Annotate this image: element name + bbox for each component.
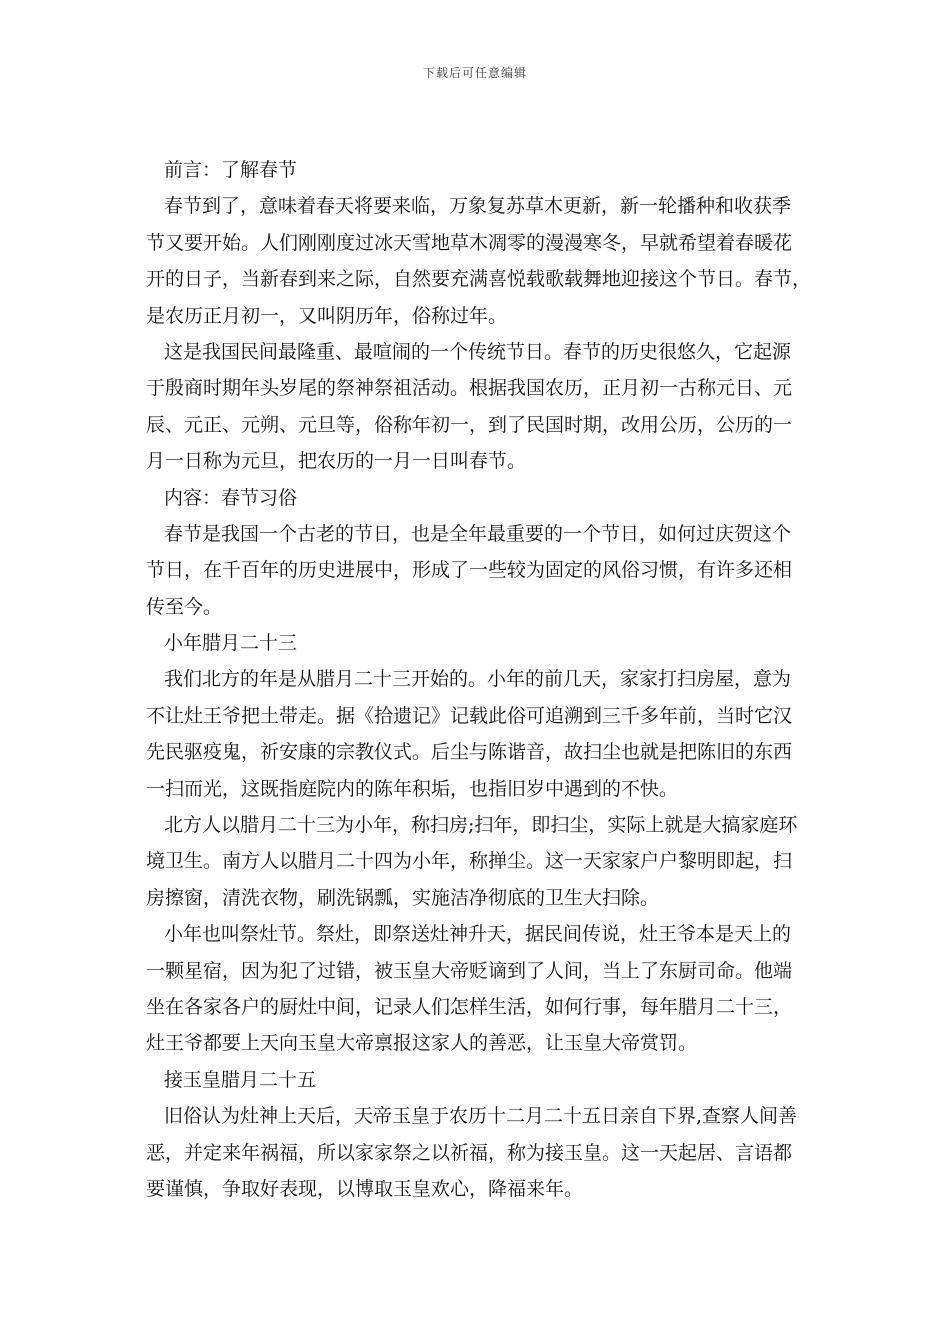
text-line: 节日，在千百年的历史进展中，形成了一些较为固定的风俗习惯，有许多还相 — [146, 559, 793, 582]
header-note: 下载后可任意编辑 — [422, 66, 527, 80]
text-line: 北方人以腊月二十三为小年，称扫房;扫年，即扫尘，实际上就是大搞家庭环 — [164, 814, 798, 837]
text-line: 坐在各家各户的厨灶中间，记录人们怎样生活，如何行事，每年腊月二十三， — [146, 995, 793, 1018]
text-line: 这是我国民间最隆重、最喧闹的一个传统节日。春节的历史很悠久，它起源 — [164, 340, 792, 363]
text-line: 不让灶王爷把土带走。据《拾遗记》记载此俗可追溯到三千多年前，当时它汉 — [146, 704, 793, 727]
section-heading: 内容：春节习俗 — [164, 486, 298, 509]
text-line: 月一日称为元旦，把农历的一月一日叫春节。 — [146, 450, 527, 473]
text-line: 一扫而光，这既指庭院内的陈年积垢，也指旧岁中遇到的不快。 — [146, 777, 679, 800]
text-line: 辰、元正、元朔、元旦等，俗称年初一，到了民国时期，改用公历，公历的一 — [146, 413, 793, 436]
text-line: 春节是我国一个古老的节日，也是全年最重要的一个节日，如何过庆贺这个 — [164, 522, 792, 545]
text-line: 节又要开始。人们刚刚度过冰天雪地草木凋零的漫漫寒冬，早就希望着春暖花 — [146, 231, 793, 254]
text-line: 一颗星宿，因为犯了过错，被玉皇大帝贬谪到了人间，当上了东厨司命。他端 — [146, 959, 793, 982]
text-line: 春节到了，意味着春天将要来临，万象复苏草木更新，新一轮播种和收获季 — [164, 195, 792, 218]
text-line: 要谨慎，争取好表现，以博取玉皇欢心，降福来年。 — [146, 1177, 584, 1200]
text-line: 传至今。 — [146, 595, 223, 618]
text-line: 灶王爷都要上天向玉皇大帝禀报这家人的善恶，让玉皇大帝赏罚。 — [146, 1032, 698, 1055]
text-line: 旧俗认为灶神上天后，天帝玉皇于农历十二月二十五日亲自下界,查察人间善 — [164, 1105, 798, 1128]
text-line: 开的日子，当新春到来之际，自然要充满喜悦载歌载舞地迎接这个节日。春节， — [146, 268, 812, 291]
text-line: 小年也叫祭灶节。祭灶，即祭送灶神升天，据民间传说，灶王爷本是天上的 — [164, 923, 792, 946]
document-body — [146, 152, 828, 1207]
text-line: 于殷商时期年头岁尾的祭神祭祖活动。根据我国农历，正月初一古称元日、元 — [146, 377, 793, 400]
text-line: 房擦窗，清洗衣物，刷洗锅瓢，实施洁净彻底的卫生大扫除。 — [146, 886, 660, 909]
text-line: 是农历正月初一，又叫阴历年，俗称过年。 — [146, 304, 508, 327]
text-line: 先民驱疫鬼，祈安康的宗教仪式。后尘与陈谐音，故扫尘也就是把陈旧的东西 — [146, 741, 793, 764]
text-line: 我们北方的年是从腊月二十三开始的。小年的前几天，家家打扫房屋，意为 — [164, 668, 792, 691]
text-line: 恶，并定来年祸福，所以家家祭之以祈福，称为接玉皇。这一天起居、言语都 — [146, 1141, 793, 1164]
text-line: 境卫生。南方人以腊月二十四为小年，称掸尘。这一天家家户户黎明即起，扫 — [146, 850, 793, 873]
section-heading: 小年腊月二十三 — [164, 632, 298, 655]
section-heading: 接玉皇腊月二十五 — [164, 1068, 317, 1091]
section-heading: 前言：了解春节 — [164, 159, 298, 181]
